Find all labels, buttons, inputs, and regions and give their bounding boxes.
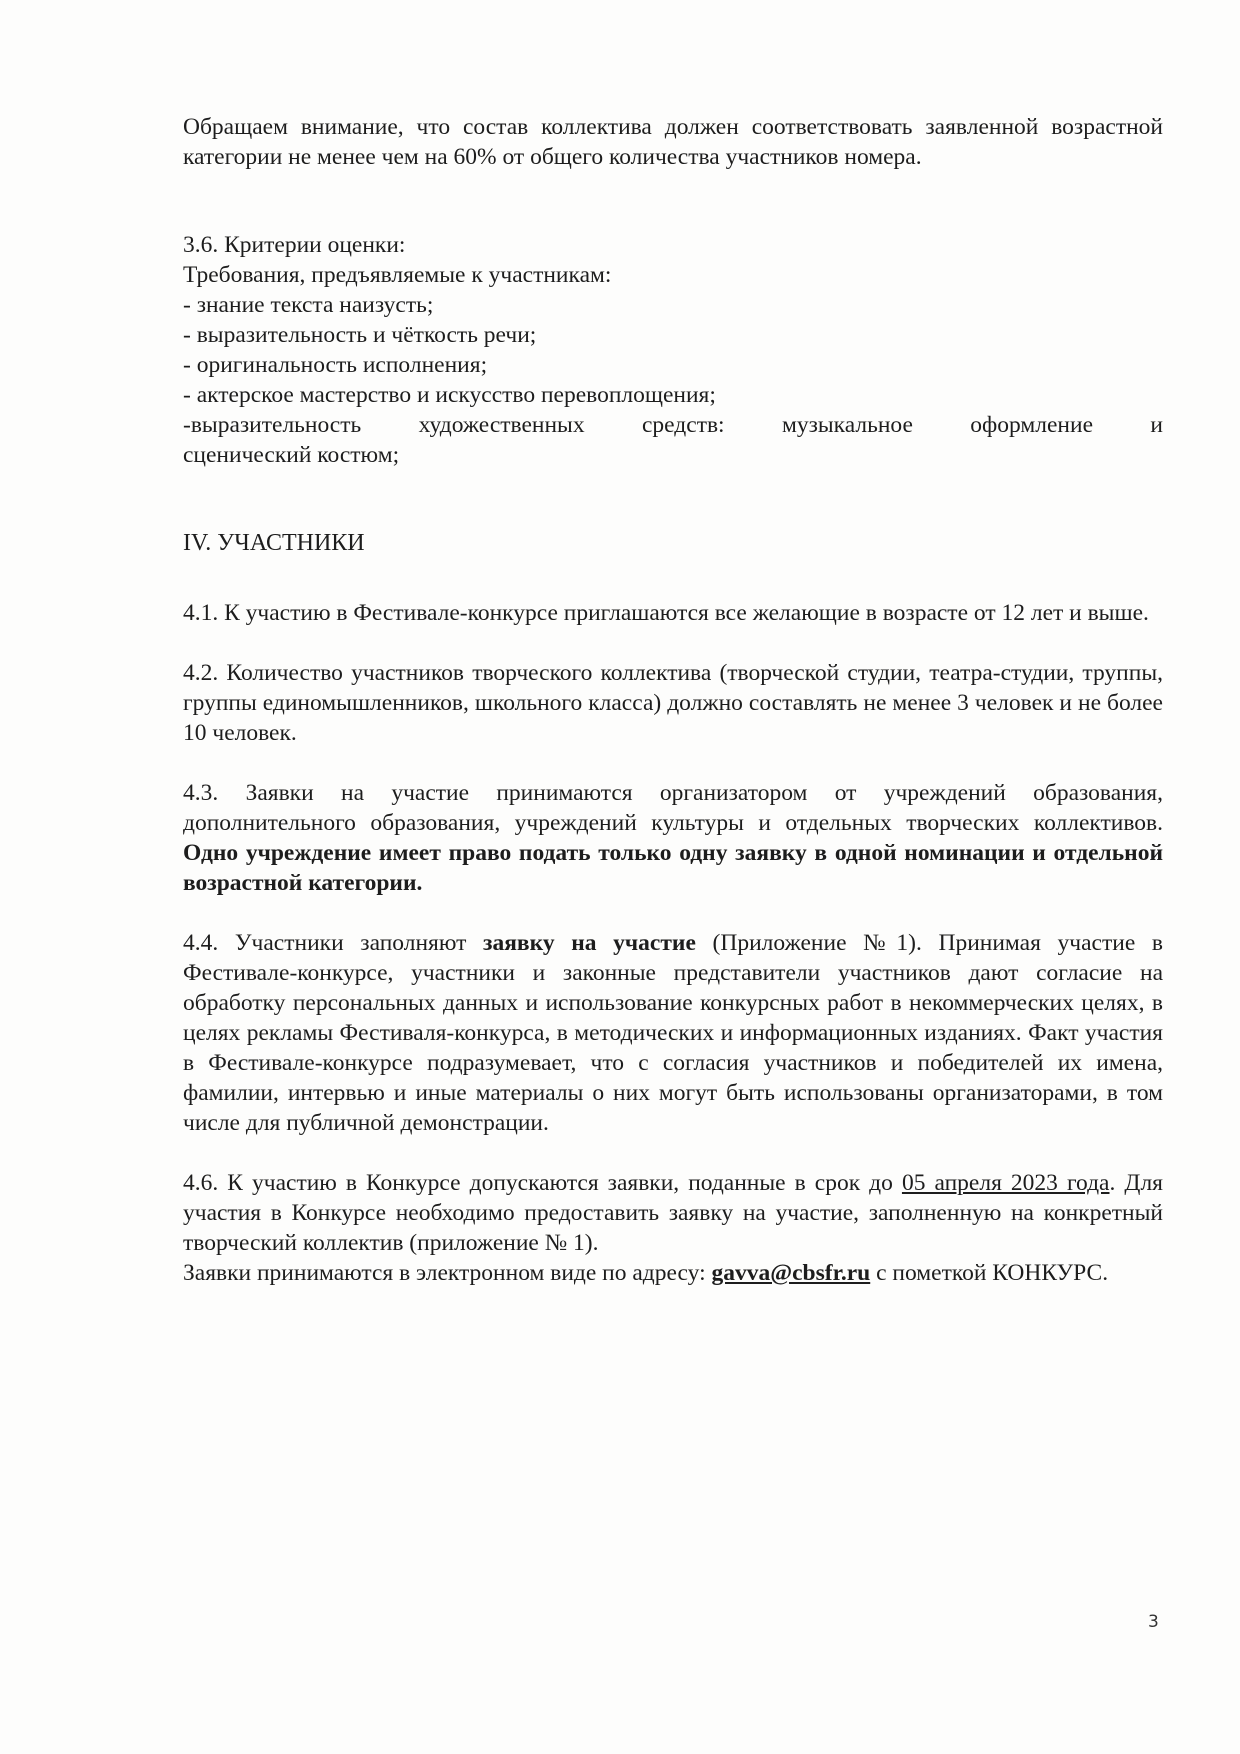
criteria-item: - актерское мастерство и искусство перевоплощения;: [183, 382, 716, 408]
criteria-item: - оригинальность исполнения;: [183, 352, 488, 378]
criteria-item-last-line2: сценический костюм;: [183, 442, 400, 468]
paragraph-4-6: [183, 1168, 1163, 1258]
paragraph-4-4: [183, 928, 1163, 1138]
paragraph-4-1: 4.1. К участию в Фестивале-конкурсе приглашаются все желающие в возрасте от 12 лет и выше.: [183, 600, 1149, 626]
document-body: [183, 112, 1163, 1288]
paragraph-4-4-bold: заявку на участие: [483, 930, 696, 956]
section-heading-participants: IV. УЧАСТНИКИ: [183, 530, 365, 556]
paragraph-4-3-text: 4.3. Заявки на участие принимаются организатором от учреждений образования, дополнительного образования, учреждений культуры и отдельных творческих коллективов.: [183, 780, 1163, 836]
paragraph-4-6-rest: . Для участия в Конкурсе необходимо предоставить заявку на участие, заполненную на конкретный творческий коллектив (приложение № 1).: [183, 1170, 1163, 1256]
paragraph-4-4-start: 4.4. Участники заполняют: [183, 930, 484, 956]
paragraph-4-6-start: 4.6. К участию в Конкурсе допускаются заявки, поданные в срок до: [183, 1170, 902, 1196]
criteria-item: - знание текста наизусть;: [183, 292, 434, 318]
criteria-title: 3.6. Критерии оценки:: [183, 232, 406, 258]
email-instruction: [183, 1258, 1163, 1288]
criteria-item: - выразительность и чёткость речи;: [183, 322, 537, 348]
email-link[interactable]: gavva@cbsfr.ru: [711, 1260, 871, 1286]
email-instruction-start: Заявки принимаются в электронном виде по адресу:: [183, 1260, 712, 1286]
paragraph-4-3-bold-rule: Одно учреждение имеет право подать только одну заявку в одной номинации и отдельной возрастной категории.: [183, 840, 1163, 896]
criteria-subtitle: Требования, предъявляемые к участникам:: [183, 262, 612, 288]
deadline-date: 05 апреля 2023 года: [901, 1170, 1110, 1196]
age-category-notice: Обращаем внимание, что состав коллектива должен соответствовать заявленной возрастной категории не менее чем на 60% от общего количества участников номера.: [183, 114, 1163, 170]
page-number: 3: [1148, 1612, 1159, 1632]
paragraph-4-2: 4.2. Количество участников творческого коллектива (творческой студии, театра-студии, труппы, группы единомышленников, школьного класса) должно составлять не менее 3 человек и не более 10 человек.: [183, 660, 1163, 746]
email-instruction-end: с пометкой КОНКУРС.: [870, 1260, 1109, 1286]
paragraph-4-3: [183, 778, 1163, 898]
criteria-item-last-line1: -выразительность художественных средств: музыкальное оформление и: [183, 412, 1163, 438]
paragraph-4-4-rest: (Приложение №1). Принимая участие в Фестивале-конкурсе, участники и законные представители участников дают согласие на обработку персональных данных и использование конкурсных работ в некоммерческих целях, в целях рекламы Фестиваля-конкурса, в методических и информационных изданиях. Факт участия в Фестивале-конкурсе подразумевает, что с согласия участников и победителей их имена, фамилии, интервью и иные материалы о них могут быть использованы организаторами, в том числе для публичной демонстрации.: [183, 930, 1163, 1136]
